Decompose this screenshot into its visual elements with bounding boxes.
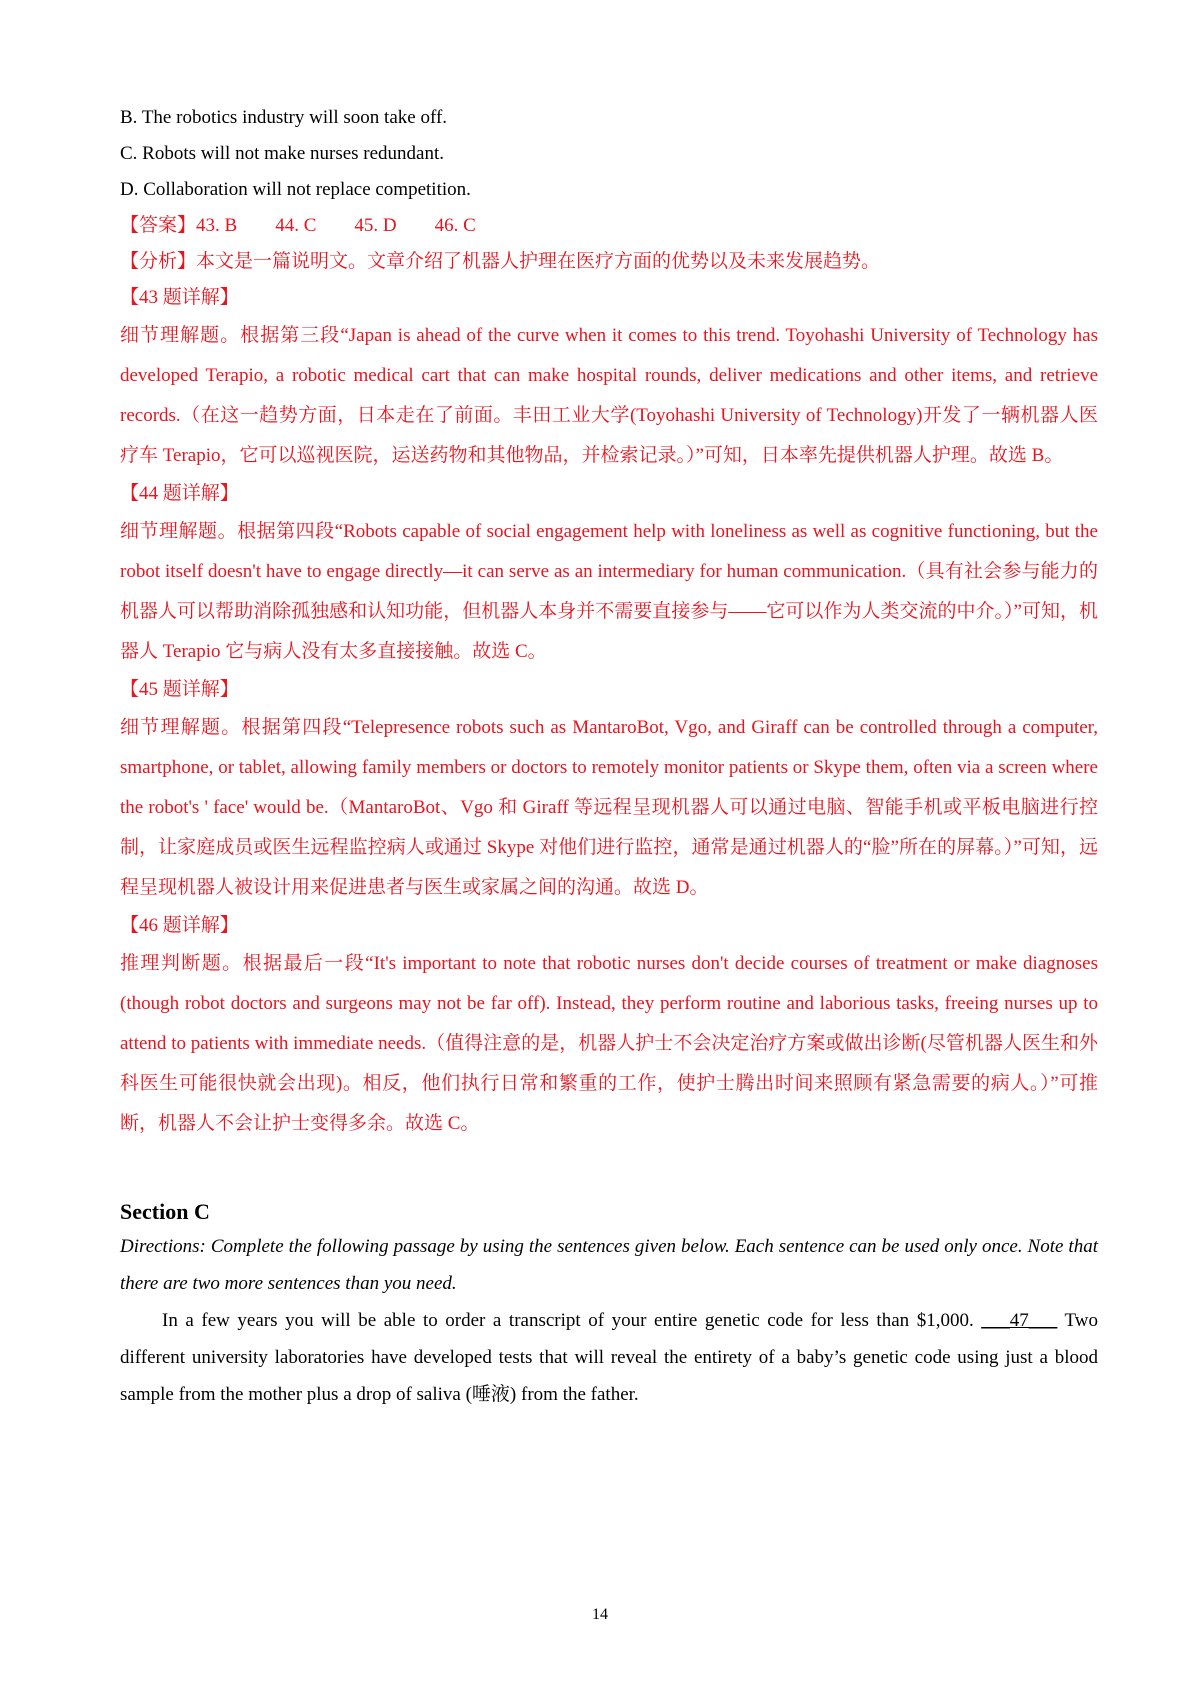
answer-43: 43. B (196, 215, 238, 236)
option-b: B. The robotics industry will soon take off. (120, 107, 448, 128)
passage-after-blank: Two different university laboratories have developed tests that will reveal the entirety of a baby’s genetic code using just a blood sample from the mother plus a drop of saliva (唾液) from the father. (120, 1310, 1098, 1405)
q43-heading: 【43 题详解】 (120, 287, 239, 308)
answer-label: 【答案】 (120, 215, 197, 236)
answer-45: 45. D (354, 215, 397, 236)
option-d: D. Collaboration will not replace competition. (120, 179, 471, 200)
q46-heading: 【46 题详解】 (120, 915, 239, 936)
q44-explanation: 细节理解题。根据第四段“Robots capable of social engagement help with loneliness as well as cognitive functioning, but the robot itself doesn't have to engage directly—it can serve as an intermediary for human communication.（具有社会参与能力的机器人可以帮助消除孤独感和认知功能，但机器人本身并不需要直接参与——它可以作为人类交流的中介。）”可知，机器人 Terapio 它与病人没有太多直接接触。故选 C。 (120, 521, 1098, 662)
section-c-title: Section C (120, 1199, 210, 1224)
document-page (120, 100, 1098, 1413)
option-c: C. Robots will not make nurses redundant. (120, 143, 445, 164)
section-c-directions: Directions: Complete the following passage by using the sentences given below. Each sentence can be used only once. Note that there are two more sentences than you need. (120, 1236, 1098, 1294)
section-c-passage (120, 1302, 1098, 1413)
answer-line (120, 208, 1098, 244)
blank-47[interactable]: ___47___ (981, 1310, 1058, 1331)
analysis-line: 【分析】本文是一篇说明文。文章介绍了机器人护理在医疗方面的优势以及未来发展趋势。 (120, 251, 881, 272)
q43-explanation: 细节理解题。根据第三段“Japan is ahead of the curve when it comes to this trend. Toyohashi University of Technology has developed Terapio, a robotic medical cart that can make hospital rounds, deliver medications and other items, and retrieve records.（在这一趋势方面，日本走在了前面。丰田工业大学(Toyohashi University of Technology)开发了一辆机器人医疗车 Terapio，它可以巡视医院，运送药物和其他物品，并检索记录。）”可知，日本率先提供机器人护理。故选 B。 (120, 325, 1098, 466)
q44-heading: 【44 题详解】 (120, 483, 239, 504)
answer-46: 46. C (434, 215, 476, 236)
answer-44: 44. C (275, 215, 317, 236)
q45-explanation: 细节理解题。根据第四段“Telepresence robots such as MantaroBot, Vgo, and Giraff can be controlled through a computer, smartphone, or tablet, allowing family members or doctors to remotely monitor patients or Skype them, often via a screen where the robot's ' face' would be.（MantaroBot、Vgo 和 Giraff 等远程呈现机器人可以通过电脑、智能手机或平板电脑进行控制，让家庭成员或医生远程监控病人或通过 Skype 对他们进行监控，通常是通过机器人的“脸”所在的屏幕。）”可知，远程呈现机器人被设计用来促进患者与医生或家属之间的沟通。故选 D。 (120, 717, 1098, 898)
q46-explanation: 推理判断题。根据最后一段“It's important to note that robotic nurses don't decide courses of treatment or make diagnoses (though robot doctors and surgeons may not be far off). Instead, they perform routine and laborious tasks, freeing nurses up to attend to patients with immediate needs.（值得注意的是，机器人护士不会决定治疗方案或做出诊断(尽管机器人医生和外科医生可能很快就会出现)。相反，他们执行日常和繁重的工作，使护士腾出时间来照顾有紧急需要的病人。）”可推断，机器人不会让护士变得多余。故选 C。 (120, 953, 1098, 1134)
page-number: 14 (592, 1606, 608, 1623)
passage-before-blank: In a few years you will be able to order a transcript of your entire genetic code for less than $1,000. (162, 1310, 982, 1331)
q45-heading: 【45 题详解】 (120, 679, 239, 700)
